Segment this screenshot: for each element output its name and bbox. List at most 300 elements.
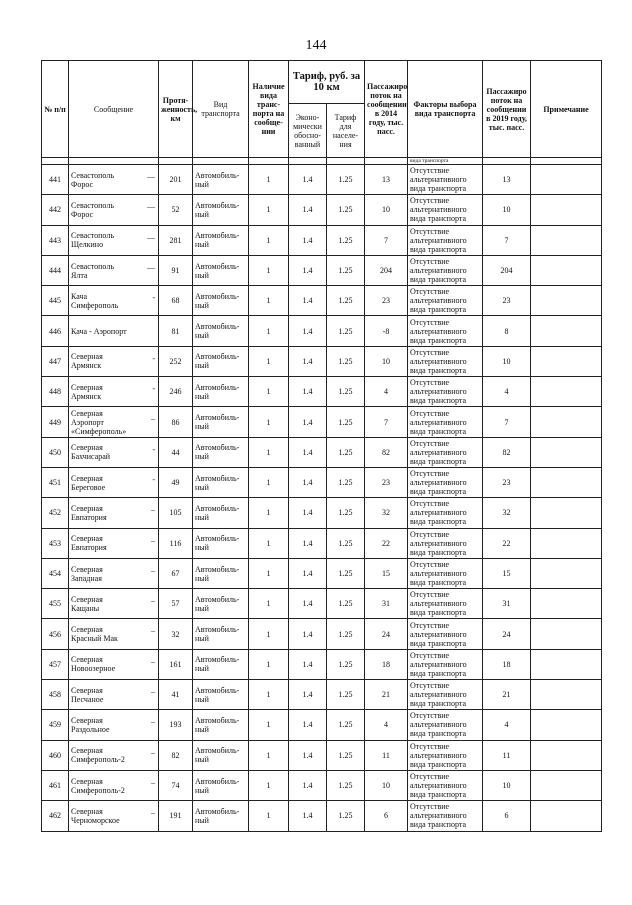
row-number: 450: [42, 437, 69, 467]
passengers-2014: 22: [365, 528, 408, 558]
row-number: 460: [42, 740, 69, 770]
passengers-2019: 82: [483, 437, 531, 467]
row-number: 451: [42, 467, 69, 497]
passengers-2019: 11: [483, 740, 531, 770]
route-length: 105: [159, 498, 193, 528]
tariff-population: 1.25: [327, 225, 365, 255]
carryover-row: [42, 158, 602, 165]
row-number: 446: [42, 316, 69, 346]
row-number: 444: [42, 255, 69, 285]
tariff-population: 1.25: [327, 498, 365, 528]
tariff-population: 1.25: [327, 467, 365, 497]
transport-availability: 1: [249, 740, 289, 770]
passengers-2019: 8: [483, 316, 531, 346]
route-cell: [69, 680, 159, 710]
route-length: 281: [159, 225, 193, 255]
table-row: [42, 649, 602, 679]
transport-availability: 1: [249, 649, 289, 679]
passengers-2014: 4: [365, 377, 408, 407]
route-destination: Евпатория: [71, 543, 107, 553]
note-cell: [531, 195, 602, 225]
header-availability: Наличие вида транс-порта на сообще-нии: [249, 61, 289, 158]
transport-type: Автомобиль-ный: [193, 680, 249, 710]
route-origin: Севастополь: [71, 170, 114, 180]
route-origin: Северная: [71, 776, 103, 786]
tariff-economic: 1.4: [289, 467, 327, 497]
passengers-2014: 31: [365, 589, 408, 619]
tariff-economic: 1.4: [289, 316, 327, 346]
note-cell: [531, 770, 602, 800]
route-dash: –: [151, 596, 155, 606]
transport-type: Автомобиль-ный: [193, 467, 249, 497]
route-destination: Форос: [71, 179, 94, 189]
passengers-2019: 22: [483, 528, 531, 558]
transport-type: Автомобиль-ный: [193, 165, 249, 195]
tariff-economic: 1.4: [289, 740, 327, 770]
note-cell: [531, 680, 602, 710]
tariff-population: 1.25: [327, 589, 365, 619]
passengers-2014: 13: [365, 165, 408, 195]
note-cell: [531, 740, 602, 770]
passengers-2014: 10: [365, 346, 408, 376]
transport-availability: 1: [249, 225, 289, 255]
passengers-2014: 6: [365, 801, 408, 831]
table-row: [42, 619, 602, 649]
note-cell: [531, 316, 602, 346]
route-cell: [69, 286, 159, 316]
route-destination: Западная: [71, 573, 102, 583]
transport-type: Автомобиль-ный: [193, 528, 249, 558]
route-destination: Армянск: [71, 391, 102, 401]
route-dash: –: [151, 565, 155, 575]
transport-availability: 1: [249, 801, 289, 831]
passengers-2014: 7: [365, 225, 408, 255]
route-dash: –: [151, 626, 155, 636]
route-length: 44: [159, 437, 193, 467]
route-origin: Северная: [71, 408, 103, 418]
header-note: Примечание: [531, 61, 602, 158]
selection-factors: Отсутствие альтернативного вида транспорта: [408, 680, 483, 710]
route-cell: [69, 225, 159, 255]
selection-factors: Отсутствие альтернативного вида транспорта: [408, 619, 483, 649]
table-row: [42, 801, 602, 831]
route-dash: -: [152, 293, 155, 303]
route-origin: Севастополь: [71, 231, 114, 241]
passengers-2019: 10: [483, 770, 531, 800]
table-row: [42, 528, 602, 558]
transport-type: Автомобиль-ный: [193, 437, 249, 467]
route-dash: -: [152, 353, 155, 363]
passengers-2019: 13: [483, 165, 531, 195]
row-number: 441: [42, 165, 69, 195]
transport-availability: 1: [249, 498, 289, 528]
passengers-2014: 4: [365, 710, 408, 740]
tariff-economic: 1.4: [289, 255, 327, 285]
row-number: 449: [42, 407, 69, 437]
route-destination: Кащаны: [71, 603, 100, 613]
passengers-2014: 204: [365, 255, 408, 285]
transport-type: Автомобиль-ный: [193, 255, 249, 285]
tariff-population: 1.25: [327, 558, 365, 588]
row-number: 442: [42, 195, 69, 225]
table-row: [42, 558, 602, 588]
tariff-economic: 1.4: [289, 165, 327, 195]
note-cell: [531, 649, 602, 679]
row-number: 447: [42, 346, 69, 376]
route-dash: —: [147, 202, 155, 212]
route-origin: Северная: [71, 443, 103, 453]
tariff-population: 1.25: [327, 377, 365, 407]
selection-factors: Отсутствие альтернативного вида транспорта: [408, 407, 483, 437]
passengers-2019: 21: [483, 680, 531, 710]
tariff-population: 1.25: [327, 528, 365, 558]
passengers-2014: 32: [365, 498, 408, 528]
route-origin: Северная: [71, 564, 103, 574]
tariff-economic: 1.4: [289, 407, 327, 437]
route-cell: [69, 316, 159, 346]
tariff-population: 1.25: [327, 740, 365, 770]
route-cell: [69, 740, 159, 770]
route-dash: –: [151, 777, 155, 787]
note-cell: [531, 498, 602, 528]
passengers-2014: 82: [365, 437, 408, 467]
tariff-economic: 1.4: [289, 377, 327, 407]
selection-factors: Отсутствие альтернативного вида транспорта: [408, 801, 483, 831]
table-row: [42, 195, 602, 225]
route-origin: Северная: [71, 806, 103, 816]
selection-factors: Отсутствие альтернативного вида транспорта: [408, 528, 483, 558]
route-length: 116: [159, 528, 193, 558]
passengers-2014: 21: [365, 680, 408, 710]
row-number: 457: [42, 649, 69, 679]
route-cell: [69, 377, 159, 407]
selection-factors: Отсутствие альтернативного вида транспорта: [408, 346, 483, 376]
tariff-economic: 1.4: [289, 770, 327, 800]
passengers-2014: 10: [365, 770, 408, 800]
transport-type: Автомобиль-ный: [193, 589, 249, 619]
route-destination: Симферополь-2: [71, 785, 125, 795]
note-cell: [531, 165, 602, 195]
tariff-population: 1.25: [327, 619, 365, 649]
note-cell: [531, 528, 602, 558]
transport-type: Автомобиль-ный: [193, 377, 249, 407]
header-route: Сообщение: [69, 61, 159, 158]
table-row: [42, 770, 602, 800]
tariff-economic: 1.4: [289, 558, 327, 588]
transport-type: Автомобиль-ный: [193, 286, 249, 316]
note-cell: [531, 286, 602, 316]
route-origin: Севастополь: [71, 200, 114, 210]
passengers-2019: 4: [483, 710, 531, 740]
tariff-economic: 1.4: [289, 498, 327, 528]
route-destination: Песчаное: [71, 694, 104, 704]
route-origin: Северная: [71, 382, 103, 392]
transport-type: Автомобиль-ный: [193, 225, 249, 255]
route-dash: —: [147, 232, 155, 242]
route-origin: Северная: [71, 594, 103, 604]
route-cell: [69, 770, 159, 800]
selection-factors: Отсутствие альтернативного вида транспорта: [408, 286, 483, 316]
route-dash: —: [147, 172, 155, 181]
route-cell: [69, 346, 159, 376]
table-body: [42, 158, 602, 832]
route-length: 193: [159, 710, 193, 740]
tariff-economic: 1.4: [289, 619, 327, 649]
table-row: [42, 498, 602, 528]
transport-type: Автомобиль-ный: [193, 346, 249, 376]
route-length: 191: [159, 801, 193, 831]
row-number: 452: [42, 498, 69, 528]
transport-availability: 1: [249, 286, 289, 316]
route-cell: [69, 467, 159, 497]
route-dash: -: [152, 474, 155, 484]
passengers-2019: 10: [483, 346, 531, 376]
route-cell: [69, 165, 159, 195]
tariff-economic: 1.4: [289, 225, 327, 255]
route-length: 52: [159, 195, 193, 225]
passengers-2019: 204: [483, 255, 531, 285]
route-cell: [69, 437, 159, 467]
row-number: 455: [42, 589, 69, 619]
route-destination: Симферополь: [71, 300, 119, 310]
note-cell: [531, 619, 602, 649]
tariff-population: 1.25: [327, 710, 365, 740]
route-length: 74: [159, 770, 193, 800]
route-origin: Северная: [71, 352, 103, 362]
tariff-population: 1.25: [327, 437, 365, 467]
route-cell: [69, 558, 159, 588]
tariff-population: 1.25: [327, 255, 365, 285]
note-cell: [531, 558, 602, 588]
route-origin: Северная: [71, 625, 103, 635]
passengers-2019: 6: [483, 801, 531, 831]
route-destination: Аэропорт «Симферополь»: [71, 417, 127, 436]
route-length: 57: [159, 589, 193, 619]
header-num: № п/п: [42, 61, 69, 158]
route-destination: Ялта: [71, 270, 88, 280]
transport-availability: 1: [249, 437, 289, 467]
table-row: [42, 407, 602, 437]
note-cell: [531, 467, 602, 497]
tariff-population: 1.25: [327, 195, 365, 225]
transport-type: Автомобиль-ный: [193, 407, 249, 437]
route-length: 246: [159, 377, 193, 407]
route-origin: Северная: [71, 473, 103, 483]
header-tariff-economic: Эконо-мически обосно-ванный: [289, 104, 327, 158]
transport-availability: 1: [249, 316, 289, 346]
transport-availability: 1: [249, 407, 289, 437]
selection-factors: Отсутствие альтернативного вида транспорта: [408, 195, 483, 225]
transport-availability: 1: [249, 528, 289, 558]
table-row: [42, 255, 602, 285]
tariff-economic: 1.4: [289, 437, 327, 467]
transport-type: Автомобиль-ный: [193, 619, 249, 649]
note-cell: [531, 225, 602, 255]
route-length: 252: [159, 346, 193, 376]
page-number: 144: [305, 38, 327, 53]
route-origin: Северная: [71, 746, 103, 756]
route-dash: –: [151, 808, 155, 818]
row-number: 443: [42, 225, 69, 255]
route-dash: –: [151, 656, 155, 666]
route-destination: Береговое: [71, 482, 106, 492]
selection-factors: Отсутствие альтернативного вида транспорта: [408, 770, 483, 800]
note-cell: [531, 801, 602, 831]
selection-factors: Отсутствие альтернативного вида транспорта: [408, 255, 483, 285]
transport-availability: 1: [249, 680, 289, 710]
table-row: [42, 165, 602, 195]
route-dash: –: [151, 414, 155, 424]
tariff-economic: 1.4: [289, 801, 327, 831]
route-origin: Севастополь: [71, 261, 114, 271]
route-dash: –: [151, 505, 155, 515]
route-length: 49: [159, 467, 193, 497]
passengers-2019: 31: [483, 589, 531, 619]
passengers-2019: 10: [483, 195, 531, 225]
header-passengers-2019: Пассажиро поток на сообщении в 2019 году, тыс. пасс.: [483, 61, 531, 158]
tariff-population: 1.25: [327, 680, 365, 710]
passengers-2014: 18: [365, 649, 408, 679]
transport-type: Автомобиль-ный: [193, 801, 249, 831]
route-cell: [69, 589, 159, 619]
route-destination: Евпатория: [71, 512, 107, 522]
tariff-population: 1.25: [327, 165, 365, 195]
tariff-population: 1.25: [327, 801, 365, 831]
row-number: 462: [42, 801, 69, 831]
route-cell: [69, 801, 159, 831]
route-register-table: [41, 60, 602, 832]
table-row: [42, 740, 602, 770]
passengers-2019: 24: [483, 619, 531, 649]
passengers-2014: 23: [365, 467, 408, 497]
header-factors: Факторы выбора вида транспорта: [408, 61, 483, 158]
transport-type: Автомобиль-ный: [193, 316, 249, 346]
route-origin: Северная: [71, 655, 103, 665]
tariff-economic: 1.4: [289, 710, 327, 740]
selection-factors: Отсутствие альтернативного вида транспорта: [408, 589, 483, 619]
tariff-economic: 1.4: [289, 649, 327, 679]
transport-type: Автомобиль-ный: [193, 195, 249, 225]
route-cell: [69, 407, 159, 437]
route-destination: Симферополь-2: [71, 755, 125, 765]
route-dash: —: [147, 262, 155, 272]
header-transport-type: Вид транспорта: [193, 61, 249, 158]
passengers-2019: 32: [483, 498, 531, 528]
route-length: 41: [159, 680, 193, 710]
header-tariff-title: Тариф, руб. за 10 км: [289, 61, 365, 104]
note-cell: [531, 255, 602, 285]
selection-factors: Отсутствие альтернативного вида транспорта: [408, 467, 483, 497]
transport-availability: 1: [249, 195, 289, 225]
transport-type: Автомобиль-ный: [193, 770, 249, 800]
note-cell: [531, 377, 602, 407]
row-number: 454: [42, 558, 69, 588]
transport-availability: 1: [249, 710, 289, 740]
transport-availability: 1: [249, 165, 289, 195]
passengers-2019: 23: [483, 286, 531, 316]
table-row: [42, 589, 602, 619]
selection-factors: Отсутствие альтернативного вида транспорта: [408, 377, 483, 407]
transport-availability: 1: [249, 467, 289, 497]
transport-availability: 1: [249, 589, 289, 619]
passengers-2019: 7: [483, 407, 531, 437]
passengers-2019: 15: [483, 558, 531, 588]
tariff-population: 1.25: [327, 316, 365, 346]
note-cell: [531, 710, 602, 740]
tariff-population: 1.25: [327, 407, 365, 437]
tariff-economic: 1.4: [289, 195, 327, 225]
note-cell: [531, 407, 602, 437]
route-cell: [69, 195, 159, 225]
passengers-2019: 18: [483, 649, 531, 679]
route-origin: Северная: [71, 685, 103, 695]
table-row: [42, 346, 602, 376]
route-length: 86: [159, 407, 193, 437]
passengers-2014: 23: [365, 286, 408, 316]
tariff-economic: 1.4: [289, 528, 327, 558]
route-length: 32: [159, 619, 193, 649]
table-row: [42, 710, 602, 740]
route-dash: -: [152, 444, 155, 454]
route-destination: Новоозерное: [71, 664, 116, 674]
transport-availability: 1: [249, 346, 289, 376]
tariff-economic: 1.4: [289, 286, 327, 316]
note-cell: [531, 437, 602, 467]
transport-type: Автомобиль-ный: [193, 649, 249, 679]
row-number: 458: [42, 680, 69, 710]
tariff-economic: 1.4: [289, 680, 327, 710]
route-cell: [69, 649, 159, 679]
transport-availability: 1: [249, 770, 289, 800]
transport-availability: 1: [249, 377, 289, 407]
carryover-factors: вида транспорта: [408, 158, 483, 165]
note-cell: [531, 346, 602, 376]
row-number: 453: [42, 528, 69, 558]
tariff-economic: 1.4: [289, 346, 327, 376]
route-cell: [69, 528, 159, 558]
route-dash: –: [151, 687, 155, 697]
route-origin: Кача - Аэропорт: [71, 326, 127, 336]
header-passengers-2014: Пассажиро поток на сообщении в 2014 году, тыс. пасс.: [365, 61, 408, 158]
route-dash: –: [151, 535, 155, 545]
transport-type: Автомобиль-ный: [193, 498, 249, 528]
row-number: 459: [42, 710, 69, 740]
header-length: Протя-женность, км: [159, 61, 193, 158]
route-cell: [69, 710, 159, 740]
passengers-2014: 24: [365, 619, 408, 649]
route-destination: Армянск: [71, 361, 102, 371]
transport-availability: 1: [249, 619, 289, 649]
passengers-2019: 4: [483, 377, 531, 407]
transport-type: Автомобиль-ный: [193, 558, 249, 588]
tariff-population: 1.25: [327, 286, 365, 316]
table-row: [42, 286, 602, 316]
transport-availability: 1: [249, 255, 289, 285]
route-length: 68: [159, 286, 193, 316]
table-row: [42, 680, 602, 710]
header-tariff-population: Тариф для населе-ния: [327, 104, 365, 158]
route-length: 82: [159, 740, 193, 770]
transport-availability: 1: [249, 558, 289, 588]
table-row: [42, 225, 602, 255]
selection-factors: Отсутствие альтернативного вида транспорта: [408, 649, 483, 679]
route-length: 201: [159, 165, 193, 195]
selection-factors: Отсутствие альтернативного вида транспорта: [408, 558, 483, 588]
route-cell: [69, 619, 159, 649]
selection-factors: Отсутствие альтернативного вида транспорта: [408, 225, 483, 255]
route-cell: [69, 255, 159, 285]
route-destination: Бахчисарай: [71, 452, 111, 462]
